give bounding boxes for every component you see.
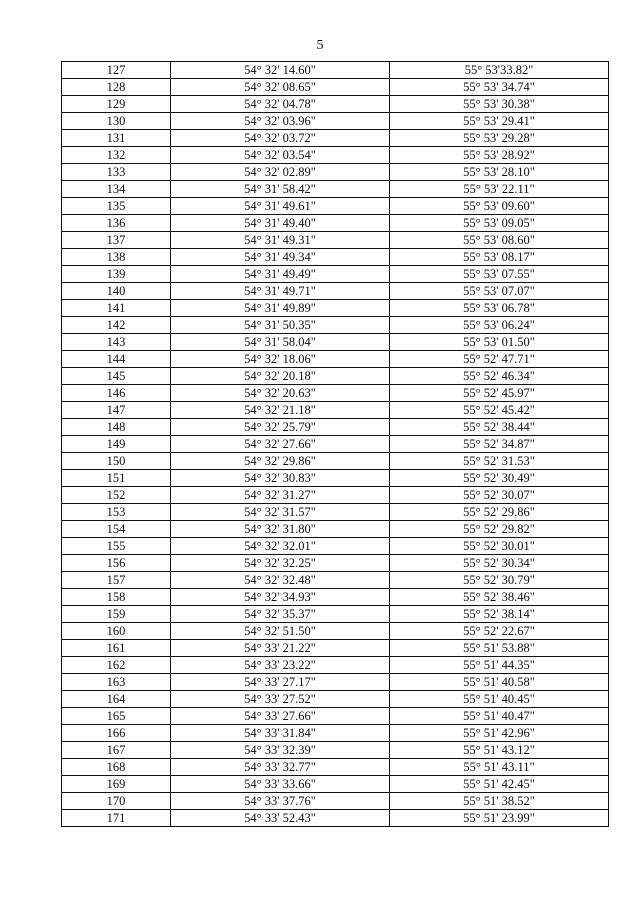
latitude-cell: 54° 32' 32.25" — [171, 555, 390, 572]
point-number-cell: 153 — [62, 504, 171, 521]
point-number-cell: 143 — [62, 334, 171, 351]
table-row — [62, 725, 609, 742]
longitude-cell: 55° 52' 45.97" — [390, 385, 609, 402]
longitude-cell: 55° 53' 07.07" — [390, 283, 609, 300]
longitude-cell: 55° 53' 34.74" — [390, 79, 609, 96]
point-number-cell: 162 — [62, 657, 171, 674]
table-row — [62, 504, 609, 521]
table-row — [62, 300, 609, 317]
longitude-cell: 55° 53' 29.28" — [390, 130, 609, 147]
longitude-cell: 55° 52' 30.01" — [390, 538, 609, 555]
latitude-cell: 54° 32' 21.18" — [171, 402, 390, 419]
longitude-cell: 55° 52' 45.42" — [390, 402, 609, 419]
coordinates-table-body — [62, 62, 609, 827]
table-row — [62, 232, 609, 249]
longitude-cell: 55° 52' 30.34" — [390, 555, 609, 572]
table-row — [62, 470, 609, 487]
longitude-cell: 55° 51' 23.99" — [390, 810, 609, 827]
point-number-cell: 167 — [62, 742, 171, 759]
latitude-cell: 54° 31' 49.71" — [171, 283, 390, 300]
latitude-cell: 54° 32' 04.78" — [171, 96, 390, 113]
table-row — [62, 521, 609, 538]
longitude-cell: 55° 53' 09.05" — [390, 215, 609, 232]
point-number-cell: 144 — [62, 351, 171, 368]
table-row — [62, 793, 609, 810]
longitude-cell: 55° 52' 31.53" — [390, 453, 609, 470]
longitude-cell: 55° 53' 28.92" — [390, 147, 609, 164]
point-number-cell: 169 — [62, 776, 171, 793]
latitude-cell: 54° 32' 03.54" — [171, 147, 390, 164]
latitude-cell: 54° 32' 29.86" — [171, 453, 390, 470]
longitude-cell: 55° 51' 38.52" — [390, 793, 609, 810]
point-number-cell: 171 — [62, 810, 171, 827]
longitude-cell: 55° 52' 30.49" — [390, 470, 609, 487]
point-number-cell: 132 — [62, 147, 171, 164]
table-row — [62, 130, 609, 147]
point-number-cell: 163 — [62, 674, 171, 691]
table-row — [62, 657, 609, 674]
longitude-cell: 55° 52' 38.44" — [390, 419, 609, 436]
latitude-cell: 54° 31' 58.42" — [171, 181, 390, 198]
longitude-cell: 55° 53' 06.24" — [390, 317, 609, 334]
table-row — [62, 266, 609, 283]
longitude-cell: 55° 51' 40.45" — [390, 691, 609, 708]
table-row — [62, 181, 609, 198]
table-row — [62, 249, 609, 266]
point-number-cell: 159 — [62, 606, 171, 623]
latitude-cell: 54° 31' 49.49" — [171, 266, 390, 283]
longitude-cell: 55° 53' 22.11" — [390, 181, 609, 198]
latitude-cell: 54° 33' 33.66" — [171, 776, 390, 793]
longitude-cell: 55° 51' 53.88" — [390, 640, 609, 657]
point-number-cell: 149 — [62, 436, 171, 453]
latitude-cell: 54° 33' 32.39" — [171, 742, 390, 759]
point-number-cell: 145 — [62, 368, 171, 385]
longitude-cell: 55° 51' 40.58" — [390, 674, 609, 691]
table-row — [62, 572, 609, 589]
latitude-cell: 54° 31' 49.89" — [171, 300, 390, 317]
latitude-cell: 54° 32' 20.63" — [171, 385, 390, 402]
table-row — [62, 623, 609, 640]
table-row — [62, 317, 609, 334]
latitude-cell: 54° 32' 25.79" — [171, 419, 390, 436]
longitude-cell: 55° 53'33.82" — [390, 62, 609, 79]
point-number-cell: 140 — [62, 283, 171, 300]
point-number-cell: 150 — [62, 453, 171, 470]
longitude-cell: 55° 53' 09.60" — [390, 198, 609, 215]
latitude-cell: 54° 33' 21.22" — [171, 640, 390, 657]
point-number-cell: 165 — [62, 708, 171, 725]
longitude-cell: 55° 53' 28.10" — [390, 164, 609, 181]
longitude-cell: 55° 52' 38.14" — [390, 606, 609, 623]
point-number-cell: 136 — [62, 215, 171, 232]
latitude-cell: 54° 32' 31.27" — [171, 487, 390, 504]
point-number-cell: 130 — [62, 113, 171, 130]
longitude-cell: 55° 52' 29.86" — [390, 504, 609, 521]
latitude-cell: 54° 32' 08.65" — [171, 79, 390, 96]
longitude-cell: 55° 51' 43.12" — [390, 742, 609, 759]
table-row — [62, 742, 609, 759]
latitude-cell: 54° 33' 27.66" — [171, 708, 390, 725]
point-number-cell: 148 — [62, 419, 171, 436]
table-row — [62, 198, 609, 215]
latitude-cell: 54° 32' 02.89" — [171, 164, 390, 181]
longitude-cell: 55° 52' 29.82" — [390, 521, 609, 538]
point-number-cell: 155 — [62, 538, 171, 555]
table-row — [62, 453, 609, 470]
point-number-cell: 157 — [62, 572, 171, 589]
table-row — [62, 215, 609, 232]
point-number-cell: 158 — [62, 589, 171, 606]
latitude-cell: 54° 32' 32.01" — [171, 538, 390, 555]
table-row — [62, 487, 609, 504]
latitude-cell: 54° 33' 27.52" — [171, 691, 390, 708]
table-row — [62, 436, 609, 453]
point-number-cell: 127 — [62, 62, 171, 79]
table-row — [62, 606, 609, 623]
latitude-cell: 54° 31' 49.61" — [171, 198, 390, 215]
table-row — [62, 810, 609, 827]
table-row — [62, 555, 609, 572]
table-row — [62, 419, 609, 436]
latitude-cell: 54° 33' 32.77" — [171, 759, 390, 776]
point-number-cell: 146 — [62, 385, 171, 402]
longitude-cell: 55° 51' 43.11" — [390, 759, 609, 776]
longitude-cell: 55° 53' 08.17" — [390, 249, 609, 266]
longitude-cell: 55° 53' 29.41" — [390, 113, 609, 130]
table-row — [62, 147, 609, 164]
point-number-cell: 147 — [62, 402, 171, 419]
point-number-cell: 168 — [62, 759, 171, 776]
latitude-cell: 54° 33' 52.43" — [171, 810, 390, 827]
longitude-cell: 55° 53' 08.60" — [390, 232, 609, 249]
point-number-cell: 129 — [62, 96, 171, 113]
point-number-cell: 133 — [62, 164, 171, 181]
longitude-cell: 55° 52' 47.71" — [390, 351, 609, 368]
longitude-cell: 55° 53' 30.38" — [390, 96, 609, 113]
longitude-cell: 55° 53' 06.78" — [390, 300, 609, 317]
latitude-cell: 54° 32' 20.18" — [171, 368, 390, 385]
table-row — [62, 776, 609, 793]
coordinates-table — [61, 61, 609, 827]
latitude-cell: 54° 33' 27.17" — [171, 674, 390, 691]
latitude-cell: 54° 32' 18.06" — [171, 351, 390, 368]
point-number-cell: 142 — [62, 317, 171, 334]
table-row — [62, 164, 609, 181]
point-number-cell: 164 — [62, 691, 171, 708]
table-row — [62, 113, 609, 130]
point-number-cell: 135 — [62, 198, 171, 215]
table-row — [62, 538, 609, 555]
latitude-cell: 54° 32' 14.60" — [171, 62, 390, 79]
point-number-cell: 152 — [62, 487, 171, 504]
latitude-cell: 54° 31' 49.31" — [171, 232, 390, 249]
latitude-cell: 54° 32' 51.50" — [171, 623, 390, 640]
latitude-cell: 54° 31' 58.04" — [171, 334, 390, 351]
point-number-cell: 141 — [62, 300, 171, 317]
longitude-cell: 55° 53' 01.50" — [390, 334, 609, 351]
latitude-cell: 54° 31' 49.34" — [171, 249, 390, 266]
table-row — [62, 283, 609, 300]
table-row — [62, 96, 609, 113]
latitude-cell: 54° 32' 27.66" — [171, 436, 390, 453]
longitude-cell: 55° 51' 42.45" — [390, 776, 609, 793]
table-row — [62, 759, 609, 776]
point-number-cell: 170 — [62, 793, 171, 810]
latitude-cell: 54° 31' 49.40" — [171, 215, 390, 232]
longitude-cell: 55° 51' 44.35" — [390, 657, 609, 674]
longitude-cell: 55° 51' 42.96" — [390, 725, 609, 742]
table-row — [62, 708, 609, 725]
table-row — [62, 691, 609, 708]
longitude-cell: 55° 52' 30.07" — [390, 487, 609, 504]
longitude-cell: 55° 53' 07.55" — [390, 266, 609, 283]
point-number-cell: 151 — [62, 470, 171, 487]
table-row — [62, 79, 609, 96]
latitude-cell: 54° 32' 34.93" — [171, 589, 390, 606]
latitude-cell: 54° 32' 03.96" — [171, 113, 390, 130]
latitude-cell: 54° 31' 50.35" — [171, 317, 390, 334]
table-row — [62, 640, 609, 657]
longitude-cell: 55° 51' 40.47" — [390, 708, 609, 725]
latitude-cell: 54° 32' 31.57" — [171, 504, 390, 521]
table-row — [62, 62, 609, 79]
table-row — [62, 589, 609, 606]
point-number-cell: 166 — [62, 725, 171, 742]
point-number-cell: 128 — [62, 79, 171, 96]
latitude-cell: 54° 32' 32.48" — [171, 572, 390, 589]
latitude-cell: 54° 32' 30.83" — [171, 470, 390, 487]
latitude-cell: 54° 32' 35.37" — [171, 606, 390, 623]
point-number-cell: 138 — [62, 249, 171, 266]
point-number-cell: 160 — [62, 623, 171, 640]
point-number-cell: 134 — [62, 181, 171, 198]
table-row — [62, 385, 609, 402]
latitude-cell: 54° 33' 23.22" — [171, 657, 390, 674]
table-row — [62, 402, 609, 419]
table-row — [62, 334, 609, 351]
longitude-cell: 55° 52' 30.79" — [390, 572, 609, 589]
latitude-cell: 54° 33' 31.84" — [171, 725, 390, 742]
longitude-cell: 55° 52' 38.46" — [390, 589, 609, 606]
point-number-cell: 137 — [62, 232, 171, 249]
point-number-cell: 156 — [62, 555, 171, 572]
longitude-cell: 55° 52' 46.34" — [390, 368, 609, 385]
latitude-cell: 54° 32' 31.80" — [171, 521, 390, 538]
latitude-cell: 54° 33' 37.76" — [171, 793, 390, 810]
point-number-cell: 131 — [62, 130, 171, 147]
table-row — [62, 368, 609, 385]
table-row — [62, 351, 609, 368]
longitude-cell: 55° 52' 22.67" — [390, 623, 609, 640]
latitude-cell: 54° 32' 03.72" — [171, 130, 390, 147]
table-row — [62, 674, 609, 691]
page-number: 5 — [316, 38, 324, 53]
longitude-cell: 55° 52' 34.87" — [390, 436, 609, 453]
point-number-cell: 161 — [62, 640, 171, 657]
point-number-cell: 154 — [62, 521, 171, 538]
point-number-cell: 139 — [62, 266, 171, 283]
